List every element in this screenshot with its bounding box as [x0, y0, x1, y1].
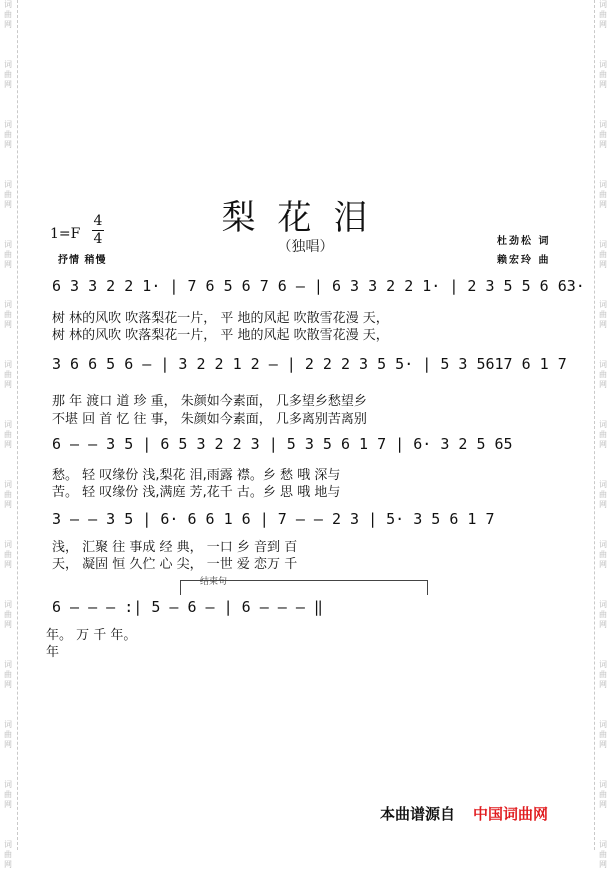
side-watermark: 词 曲 网: [599, 420, 607, 449]
left-watermark-strip: [0, 0, 20, 869]
lyrics-2-verse-1: 那 年 渡口 道 珍 重， 朱颜如今素面， 几多望乡愁望乡: [52, 394, 367, 409]
side-watermark: 词 曲 网: [4, 0, 12, 29]
side-watermark: 词 曲 网: [4, 300, 12, 329]
side-watermark: 词 曲 网: [599, 60, 607, 89]
lyrics-4-verse-2: 天， 凝固 恒 久伫 心 尖， 一世 爱 恋万 千: [52, 557, 298, 572]
lyrics-1-verse-1: 树 林的风吹 吹落梨花一片， 平 地的风起 吹散雪花漫 天，: [52, 311, 389, 326]
time-signature: [91, 213, 105, 248]
side-watermark: 词 曲 网: [599, 180, 607, 209]
notation-line-4: 3 — — 3 5 | 6· 6 6 1 6 | 7 — — 2 3 | 5· 3 5 6 1 7: [52, 510, 495, 528]
side-watermark: 词 曲 网: [4, 120, 12, 149]
lyrics-4-verse-1: 浅， 汇聚 往 事成 经 典， 一口 乡 音到 百: [52, 540, 298, 555]
side-watermark: 词 曲 网: [4, 720, 12, 749]
side-watermark: 词 曲 网: [599, 120, 607, 149]
key-signature: 1=F: [50, 226, 81, 242]
lyrics-5-verse-2: 年: [46, 645, 60, 660]
side-watermark: 词 曲 网: [4, 540, 12, 569]
side-watermark: 词 曲 网: [4, 360, 12, 389]
side-watermark: 词 曲 网: [4, 840, 12, 869]
side-watermark: 词 曲 网: [599, 660, 607, 689]
brand-link[interactable]: 中国词曲网: [473, 805, 549, 823]
side-watermark: 词 曲 网: [599, 240, 607, 269]
song-subtitle: （独唱）: [277, 239, 334, 255]
lyrics-1-verse-2: 树 林的风吹 吹落梨花一片， 平 地的风起 吹散雪花漫 天，: [52, 328, 389, 343]
time-signature-top: 4: [93, 213, 103, 229]
side-watermark: 词 曲 网: [4, 180, 12, 209]
song-title: 梨花泪: [221, 198, 390, 238]
side-watermark: 词 曲 网: [4, 60, 12, 89]
notation-line-1: 6 3 3 2 2 1· | 7 6 5 6 7 6 — | 6 3 3 2 2 1· | 2 3 5 5 6 63·: [52, 277, 585, 295]
notation-line-2: 3 6 6 5 6 — | 3 2 2 1 2 — | 2 2 2 3 5 5· | 5 3 5617 6 1 7: [52, 355, 567, 373]
tempo-marking: 抒情 稍慢: [58, 255, 107, 266]
notation-line-3: 6 — — 3 5 | 6 5 3 2 2 3 | 5 3 5 6 1 7 | 6· 3 2 5 65: [52, 435, 513, 453]
side-watermark: 词 曲 网: [599, 540, 607, 569]
lyrics-2-verse-2: 不堪 回 首 忆 往 事， 朱颜如今素面， 几多离别苦离别: [52, 412, 367, 427]
notation-line-5: 6 — — — :| 5 — 6 — | 6 — — — ‖: [52, 598, 323, 616]
side-watermark: 词 曲 网: [4, 480, 12, 509]
side-watermark: 词 曲 网: [4, 660, 12, 689]
side-watermark: 词 曲 网: [599, 300, 607, 329]
time-signature-bottom: 4: [93, 231, 103, 247]
side-watermark: 词 曲 网: [599, 0, 607, 29]
right-watermark-strip: [591, 0, 611, 869]
side-watermark: 词 曲 网: [599, 480, 607, 509]
lyricist-credit: 杜劲松 词: [497, 236, 551, 247]
side-watermark: 词 曲 网: [599, 360, 607, 389]
side-watermark: 词 曲 网: [599, 840, 607, 869]
lyrics-3-verse-1: 愁。 轻 叹缘份 浅,梨花 泪,雨露 襟。乡 愁 哦 深与: [52, 468, 341, 483]
side-watermark: 词 曲 网: [599, 780, 607, 809]
side-watermark: 词 曲 网: [599, 600, 607, 629]
side-watermark: 词 曲 网: [4, 600, 12, 629]
side-watermark: 词 曲 网: [4, 420, 12, 449]
source-text: 本曲谱源自: [380, 805, 456, 823]
composer-credit: 赖宏玲 曲: [497, 255, 551, 266]
ending-phrase-bracket: [180, 580, 428, 595]
source-footer: [380, 803, 548, 824]
side-watermark: 词 曲 网: [599, 720, 607, 749]
lyrics-3-verse-2: 苦。 轻 叹缘份 浅,满庭 芳,花千 古。乡 思 哦 地与: [52, 485, 341, 500]
ending-phrase-label: 结束句: [200, 577, 228, 587]
side-watermark: 词 曲 网: [4, 780, 12, 809]
side-watermark: 词 曲 网: [4, 240, 12, 269]
lyrics-5-verse-1: 年。 万 千 年。: [46, 628, 137, 643]
